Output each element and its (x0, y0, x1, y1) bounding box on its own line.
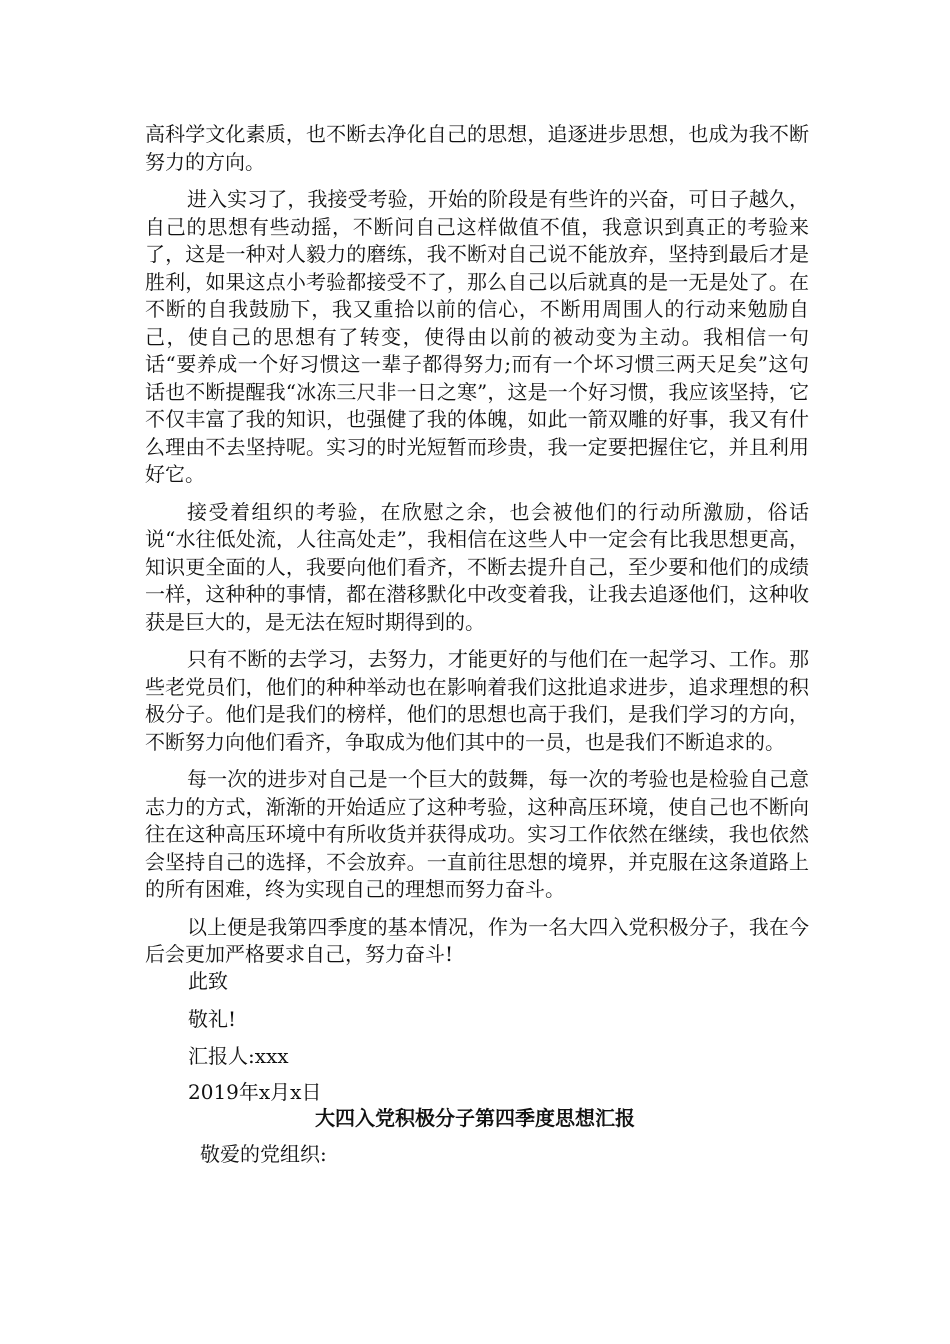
reporter-line: 汇报人:xxx (188, 1044, 289, 1068)
paragraph-continuation: 高科学文化素质，也不断去净化自己的思想，追逐进步思想，也成为我不断努力的方向。 (145, 122, 809, 174)
report-date: 2019年x月x日 (188, 1080, 322, 1104)
next-report-title: 大四入党积极分子第四季度思想汇报 (315, 1106, 635, 1130)
report-body (145, 121, 809, 979)
paragraph-internship: 进入实习了，我接受考验，开始的阶段是有些许的兴奋，可日子越久，自己的思想有些动摇，不断问自己这样做值不值，我意识到真正的考验来了，这是一种对人毅力的磨练，我不断对自己说不能放弃，坚持到最后才是胜利，如果这点小考验都接受不了，那么自己以后就真的是一无是处了。在不断的自我鼓励下，我又重拾以前的信心，不断用周围人的行动来勉励自己，使自己的思想有了转变，使得由以前的被动变为主动。我相信一句话“要养成一个好习惯这一辈子都得努力;而有一个坏习惯三两天足矣”这句话也不断提醒我“冰冻三尺非一日之寒”，这是一个好习惯，我应该坚持，它不仅丰富了我的知识，也强健了我的体魄，如此一箭双雕的好事，我又有什么理由不去坚持呢。实习的时光短暂而珍贵，我一定要把握住它，并且利用好它。 (145, 187, 809, 486)
closing-salutation: 此致 (188, 969, 228, 993)
paragraph-learning: 只有不断的去学习，去努力，才能更好的与他们在一起学习、工作。那些老党员们，他们的种种举动也在影响着我们这批追求进步，追求理想的积极分子。他们是我们的榜样，他们的思想也高于我们，是我们学习的方向，不断努力向他们看齐，争取成为他们其中的一员，也是我们不断追求的。 (145, 647, 809, 754)
next-report-greeting: 敬爱的党组织: (200, 1142, 327, 1166)
paragraph-organization-test: 接受着组织的考验，在欣慰之余，也会被他们的行动所激励，俗话说“水往低处流，人往高处走”，我相信在这些人中一定会有比我思想更高，知识更全面的人，我要向他们看齐，不断去提升自己，至少要和他们的成绩一样，这种种的事情，都在潜移默化中改变着我，让我去追逐他们，这种收获是巨大的，是无法在短时期得到的。 (145, 499, 809, 634)
paragraph-progress: 每一次的进步对自己是一个巨大的鼓舞，每一次的考验也是检验自己意志力的方式，渐渐的开始适应了这种考验，这种高压环境，使自己也不断向往在这种高压环境中有所收货并获得成功。实习工作依然在继续，我也依然会坚持自己的选择，不会放弃。一直前往思想的境界，并克服在这条道路上的所有困难，终为实现自己的理想而努力奋斗。 (145, 767, 809, 901)
paragraph-summary: 以上便是我第四季度的基本情况，作为一名大四入党积极分子，我在今后会更加严格要求自己，努力奋斗! (145, 914, 809, 966)
closing-respect: 敬礼! (188, 1007, 237, 1031)
